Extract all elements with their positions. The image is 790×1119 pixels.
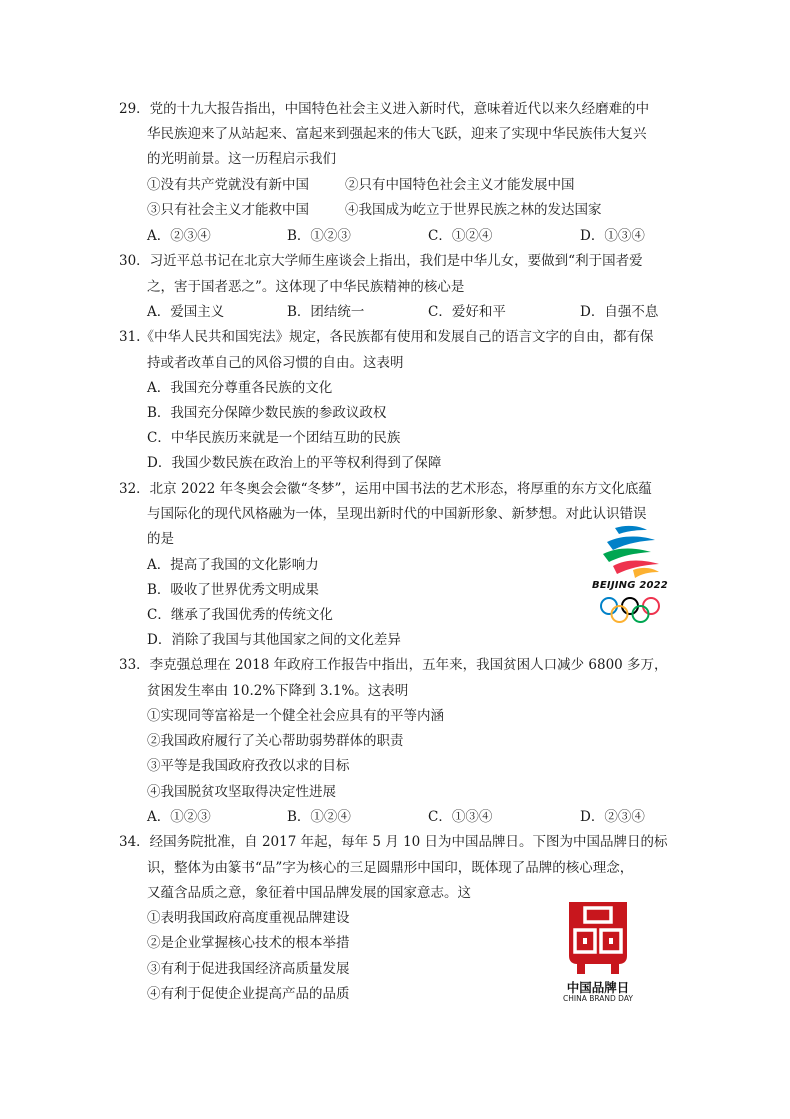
- q29-statement-4: ④我国成为屹立于世界民族之林的发达国家: [345, 202, 602, 218]
- q30-option-c: C．爱好和平: [428, 304, 506, 320]
- q32-stem-line1: 32．北京 2022 年冬奥会会徽“冬梦”，运用中国书法的艺术形态，将厚重的东方文化底蕴: [119, 481, 652, 497]
- q34-stem-line3: 又蕴含品质之意，象征着中国品牌发展的国家意志。这: [147, 885, 471, 901]
- q31-option-d: D．我国少数民族在政治上的平等权利得到了保障: [147, 455, 442, 471]
- q31-stem-line2: 持或者改革自己的风俗习惯的自由。这表明: [147, 355, 404, 371]
- q34-stem-line2: 识，整体为由篆书“品”字为核心的三足圆鼎形中国印，既体现了品牌的核心理念，: [147, 860, 634, 876]
- q33-statement-2: ②我国政府履行了关心帮助弱势群体的职责: [147, 733, 404, 749]
- q33-stem-line2: 贫困发生率由 10.2%下降到 3.1%。这表明: [147, 683, 409, 699]
- q34-statement-2: ②是企业掌握核心技术的根本举措: [147, 935, 350, 951]
- q32-option-b: B．吸收了世界优秀文明成果: [147, 582, 319, 598]
- q30-option-a: A．爱国主义: [147, 304, 225, 320]
- q33-statement-1: ①实现同等富裕是一个健全社会应具有的平等内涵: [147, 708, 444, 724]
- emblem-text: BEIJING 2022: [592, 580, 668, 591]
- china-brand-day-logo: [548, 898, 648, 1003]
- logo-english-text: CHINA BRAND DAY: [563, 994, 633, 1003]
- q31-option-a: A．我国充分尊重各民族的文化: [147, 380, 333, 396]
- q32-stem-line2: 与国际化的现代风格融为一体，呈现出新时代的中国新形象、新梦想。对此认识错误: [147, 506, 647, 522]
- q29-option-c: C．①②④: [428, 228, 493, 244]
- q29-option-b: B．①②③: [287, 228, 351, 244]
- q30-option-d: D．自强不息: [580, 304, 659, 320]
- q29-option-d: D．①③④: [580, 228, 645, 244]
- q32-stem-line3: 的是: [147, 531, 174, 547]
- q34-statement-4: ④有利于促使企业提高产品的品质: [147, 986, 350, 1002]
- q34-stem-line1: 34．经国务院批准，自 2017 年起，每年 5 月 10 日为中国品牌日。下图为中国品牌日的标: [119, 834, 668, 850]
- q29-stem-line3: 的光明前景。这一历程启示我们: [147, 151, 336, 167]
- q33-option-b: B．①②④: [287, 809, 351, 825]
- q29-statement-1: ①没有共产党就没有新中国: [147, 177, 309, 193]
- q31-option-c: C．中华民族历来就是一个团结互助的民族: [147, 430, 401, 446]
- q30-option-b: B．团结统一: [287, 304, 365, 320]
- q29-statement-3: ③只有社会主义才能救中国: [147, 202, 309, 218]
- q33-option-c: C．①③④: [428, 809, 493, 825]
- q31-stem-line1: 31.《中华人民共和国宪法》规定，各民族都有使用和发展自己的语言文字的自由，都有保: [119, 329, 654, 345]
- q29-stem-line1: 29．党的十九大报告指出，中国特色社会主义进入新时代，意味着近代以来久经磨难的中: [119, 101, 650, 117]
- pin-seal-icon: [563, 898, 633, 976]
- beijing-2022-emblem: [585, 522, 675, 627]
- q33-statement-3: ③平等是我国政府孜孜以求的目标: [147, 758, 350, 774]
- q33-option-d: D．②③④: [580, 809, 645, 825]
- q33-option-a: A．①②③: [147, 809, 211, 825]
- q34-statement-1: ①表明我国政府高度重视品牌建设: [147, 910, 350, 926]
- q32-option-d: D．消除了我国与其他国家之间的文化差异: [147, 632, 401, 648]
- olympic-rings-icon: [598, 596, 662, 624]
- q32-option-c: C．继承了我国优秀的传统文化: [147, 607, 333, 623]
- logo-chinese-text: 中国品牌日: [566, 980, 630, 995]
- q29-option-a: A．②③④: [147, 228, 211, 244]
- q29-statement-2: ②只有中国特色社会主义才能发展中国: [345, 177, 575, 193]
- q31-option-b: B．我国充分保障少数民族的参政议政权: [147, 405, 387, 421]
- q30-stem-line2: 之，害于国者恶之”。这体现了中华民族精神的核心是: [147, 279, 465, 295]
- q34-statement-3: ③有利于促进我国经济高质量发展: [147, 961, 350, 977]
- q30-stem-line1: 30．习近平总书记在北京大学师生座谈会上指出，我们是中华儿女，要做到“利于国者爱: [119, 253, 643, 269]
- q33-statement-4: ④我国脱贫攻坚取得决定性进展: [147, 784, 336, 800]
- q32-option-a: A．提高了我国的文化影响力: [147, 557, 319, 573]
- q29-stem-line2: 华民族迎来了从站起来、富起来到强起来的伟大飞跃，迎来了实现中华民族伟大复兴: [147, 126, 647, 142]
- q33-stem-line1: 33．李克强总理在 2018 年政府工作报告中指出，五年来，我国贫困人口减少 6800 多万，: [119, 657, 668, 673]
- winter-dream-emblem-icon: [585, 522, 675, 580]
